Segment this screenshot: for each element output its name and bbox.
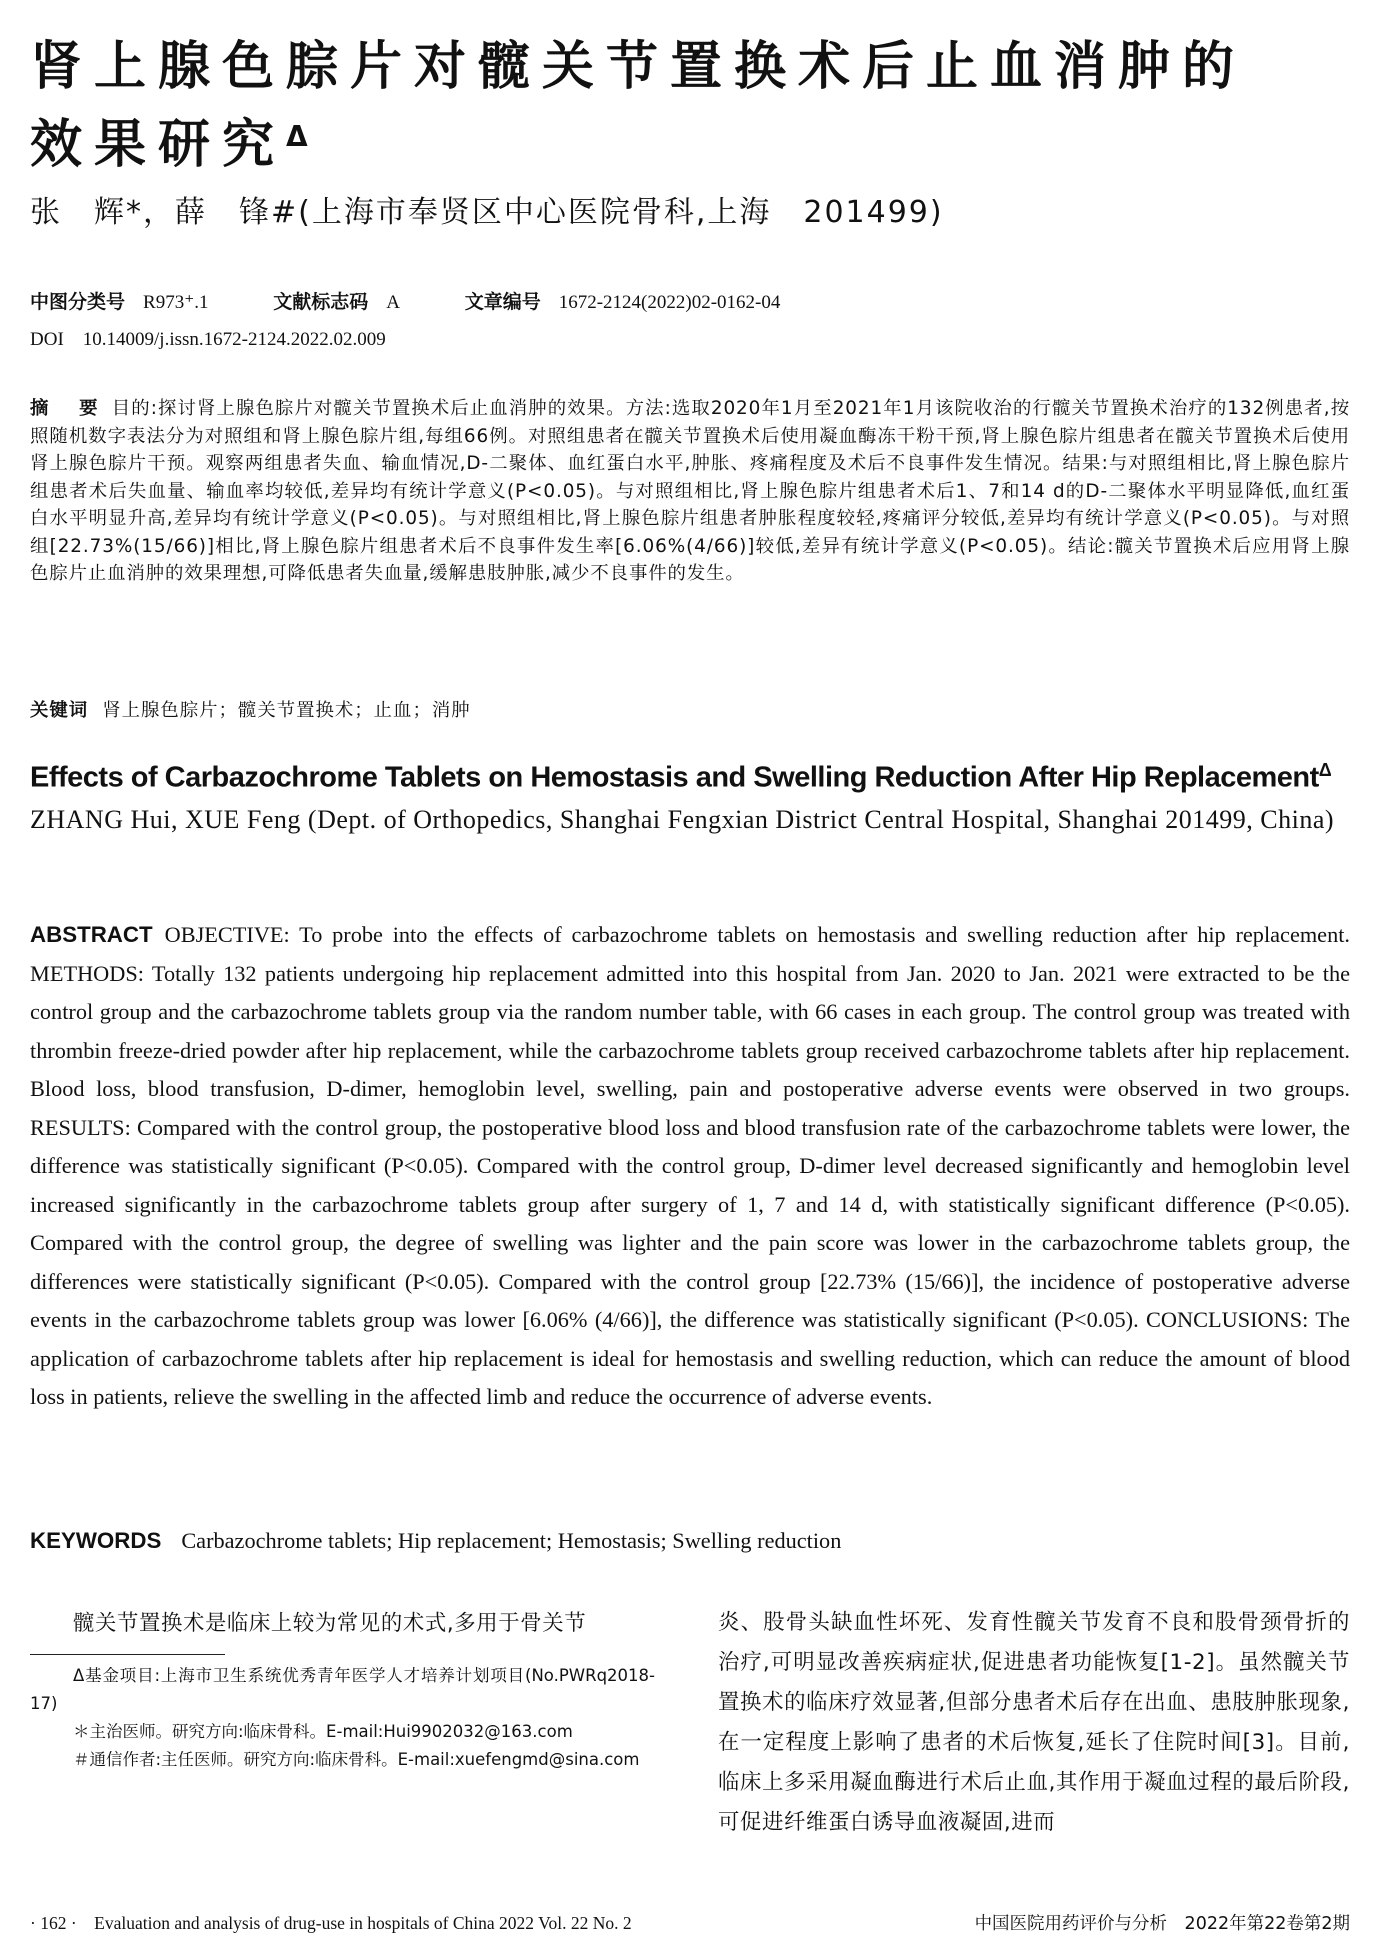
english-keywords: [30, 1528, 841, 1554]
footnote-funding: Δ基金项目:上海市卫生系统优秀青年医学人才培养计划项目(No.PWRq2018-17): [30, 1666, 655, 1713]
title-line-2: [30, 106, 1350, 184]
footnote-first-author: ＊主治医师。研究方向:临床骨科。E-mail:Hui9902032@163.com: [73, 1722, 573, 1741]
doc-code-value: A: [386, 292, 400, 313]
zh-keywords-label: 关键词: [30, 700, 89, 721]
zh-abstract-text: 目的:探讨肾上腺色腙片对髋关节置换术后止血消肿的效果。方法:选取2020年1月至2021年1月该院收治的行髋关节置换术治疗的132例患者,按照随机数字表法分为对照组和肾上腺色腙片组,每组66例。对照组患者在髋关节置换术后使用凝血酶冻干粉干预,肾上腺色腙片组患者在髋关节置换术后使用肾上腺色腙片干预。观察两组患者失血、输血情况,D-二聚体、血红蛋白水平,肿胀、疼痛程度及术后不良事件发生情况。结果:与对照组相比,肾上腺色腙片组患者术后失血量、输血率均较低,差异均有统计学意义(P<0.05)。与对照组相比,肾上腺色腙片组患者术后1、7和14 d的D-二聚体水平明显降低,血红蛋白水平明显升高,差异均有统计学意义(P<0.05)。与对照组相比,肾上腺色腙片组患者肿胀程度较轻,疼痛评分较低,差异均有统计学意义(P<0.05)。与对照组[22.73%(15/66)]相比,肾上腺色腙片组患者术后不良事件发生率[6.06%(4/66)]较低,差异有统计学意义(P<0.05)。结论:髋关节置换术后应用肾上腺色腙片止血消肿的效果理想,可降低患者失血量,缓解患肢肿胀,减少不良事件的发生。: [30, 398, 1350, 584]
footnote-divider: [30, 1654, 225, 1655]
english-abstract-text: OBJECTIVE: To probe into the effects of carbazochrome tablets on hemostasis and swelling reduction after hip replacement. METHODS: Totally 132 patients undergoing hip replacement admitted into this hospital from Jan. 2020 to Jan. 2021 were extracted to be the control group and the carbazochrome tablets group via the random number table, with 66 cases in each group. The control group was treated with thrombin freeze-dried powder after hip replacement, while the carbazochrome tablets group received carbazochrome tablets after hip replacement. Blood loss, blood transfusion, D-dimer, hemoglobin level, swelling, pain and postoperative adverse events were observed in two groups. RESULTS: Compared with the control group, the postoperative blood loss and blood transfusion rate of the carbazochrome tablets were lower, the difference was statistically significant (P<0.05). Compared with the control group, D-dimer level decreased significantly and hemoglobin level increased significantly in the carbazochrome tablets group after surgery of 1, 7 and 14 d, with statistically significant difference (P<0.05). Compared with the control group, the degree of swelling was lighter and the pain score was lower in the carbazochrome tablets group, the differences were statistically significant (P<0.05). Compared with the control group [22.73% (15/66)], the incidence of postoperative adverse events in the carbazochrome tablets group was lower [6.06% (4/66)], the difference was statistically significant (P<0.05). CONCLUSIONS: The application of carbazochrome tablets after hip replacement is ideal for hemostasis and swelling reduction, which can reduce the amount of blood loss in patients, relieve the swelling in the affected limb and reduce the occurrence of adverse events.: [30, 922, 1350, 1409]
english-abstract-label: ABSTRACT: [30, 922, 153, 947]
title-line-2-text: 效果研究: [30, 115, 287, 175]
intro-paragraph-continued: 炎、股骨头缺血性坏死、发育性髋关节发育不良和股骨颈骨折的治疗,可明显改善疾病症状,促进患者功能恢复[1-2]。虽然髋关节置换术的临床疗效显著,但部分患者术后存在出血、患肢肿胀现象,在一定程度上影响了患者的术后恢复,延长了住院时间[3]。目前,临床上多采用凝血酶进行术后止血,其作用于凝血过程的最后阶段,可促进纤维蛋白诱导血液凝固,进而: [718, 1610, 1350, 1835]
footnotes: [30, 1662, 655, 1774]
english-funding-mark: Δ: [1318, 760, 1332, 780]
right-column: [718, 1603, 1350, 1843]
english-keywords-text: Carbazochrome tablets; Hip replacement; Hemostasis; Swelling reduction: [181, 1528, 842, 1553]
funding-mark: Δ: [286, 120, 308, 153]
footer-journal-zh: 中国医院用药评价与分析 2022年第22卷第2期: [974, 1914, 1350, 1934]
doi: DOI 10.14009/j.issn.1672-2124.2022.02.009: [30, 329, 386, 350]
clc-value: R973⁺.1: [143, 292, 209, 313]
authors-affiliation: 张 辉*，薛 锋#(上海市奉贤区中心医院骨科,上海 201499): [30, 195, 944, 230]
chinese-keywords: [30, 696, 471, 722]
english-keywords-label: KEYWORDS: [30, 1528, 162, 1553]
english-title: [30, 760, 1350, 795]
page-footer: [30, 1910, 1350, 1935]
footnote-corresponding: ＃通信作者:主任医师。研究方向:临床骨科。E-mail:xuefengmd@sina.com: [73, 1750, 640, 1769]
article-title: [30, 28, 1350, 184]
left-column: [30, 1604, 655, 1644]
zh-abstract-label: 摘 要: [30, 398, 104, 419]
article-no-value: 1672-2124(2022)02-0162-04: [558, 292, 781, 313]
english-abstract: [30, 916, 1350, 1417]
doc-code-label: 文献标志码: [273, 291, 369, 313]
intro-paragraph-start: 髋关节置换术是临床上较为常见的术式,多用于骨关节: [73, 1611, 587, 1636]
chinese-abstract: [30, 395, 1350, 588]
classification-row: [30, 287, 780, 314]
clc-label: 中图分类号: [30, 291, 126, 313]
english-title-text: Effects of Carbazochrome Tablets on Hemostasis and Swelling Reduction After Hip Replacement: [30, 761, 1319, 794]
article-no-label: 文章编号: [464, 291, 541, 313]
zh-keywords: 肾上腺色腙片；髋关节置换术；止血；消肿: [102, 700, 471, 721]
footer-journal-en: · 162 · Evaluation and analysis of drug-use in hospitals of China 2022 Vol. 22 No. 2: [30, 1913, 632, 1933]
english-authors: ZHANG Hui, XUE Feng (Dept. of Orthopedics, Shanghai Fengxian District Central Hospital, Shanghai 201499, China): [30, 805, 1335, 834]
title-line-1: 肾上腺色腙片对髋关节置换术后止血消肿的: [30, 37, 1247, 97]
